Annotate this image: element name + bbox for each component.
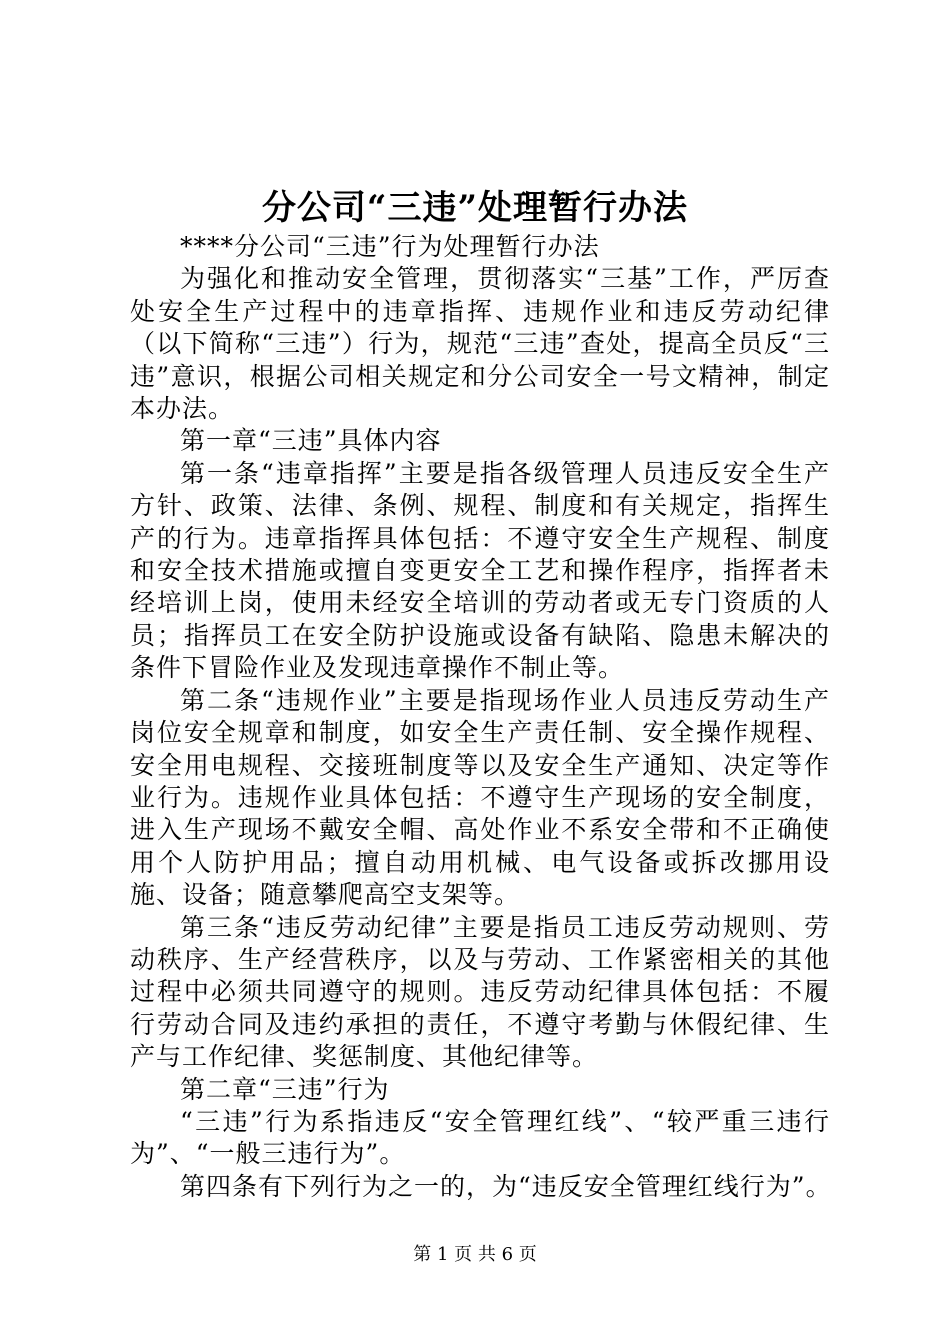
document-title: 分公司“三违”处理暂行办法	[261, 188, 689, 228]
page-number-footer: 第 1 页 共 6 页	[413, 1244, 537, 1265]
article-3-paragraph: 第三条“违反劳动纪律”主要是指员工违反劳动规则、劳动秩序、生产经营秩序，以及与劳动、工作紧密相关的其他过程中必须共同遵守的规则。违反劳动纪律具体包括：不履行劳动合同及违约承担的责任，不遵守考勤与休假纪律、生产与工作纪律、奖惩制度、其他纪律等。	[130, 912, 830, 1072]
article-2-paragraph: 第二条“违规作业”主要是指现场作业人员违反劳动生产岗位安全规章和制度，如安全生产责任制、安全操作规程、安全用电规程、交接班制度等以及安全生产通知、决定等作业行为。违规作业具体包括：不遵守生产现场的安全制度，进入生产现场不戴安全帽、高处作业不系安全带和不正确使用个人防护用品；擅自动用机械、电气设备或拆改挪用设施、设备；随意攀爬高空支架等。	[130, 685, 830, 910]
subtitle-paragraph: ****分公司“三违”行为处理暂行办法	[180, 232, 600, 261]
article-4-paragraph: 第四条有下列行为之一的，为“违反安全管理红线行为”。	[180, 1171, 832, 1201]
intro-paragraph: 为强化和推动安全管理，贯彻落实“三基”工作，严厉查处安全生产过程中的违章指挥、违规作业和违反劳动纪律（以下简称“三违”）行为，规范“三违”查处，提高全员反“三违”意识，根据公司相关规定和分公司安全一号文精神，制定本办法。	[130, 264, 830, 424]
definition-paragraph: “三违”行为系指违反“安全管理红线”、“较严重三违行为”、“一般三违行为”。	[130, 1106, 830, 1169]
chapter-heading-1: 第一章“三违”具体内容	[180, 426, 442, 456]
article-1-paragraph: 第一条“违章指挥”主要是指各级管理人员违反安全生产方针、政策、法律、条例、规程、制度和有关规定，指挥生产的行为。违章指挥具体包括：不遵守安全生产规程、制度和安全技术措施或擅自变更安全工艺和操作程序，指挥者未经培训上岗，使用未经安全培训的劳动者或无专门资质的人员；指挥员工在安全防护设施或设备有缺陷、隐患未解决的条件下冒险作业及发现违章操作不制止等。	[130, 458, 830, 683]
chapter-heading-2: 第二章“三违”行为	[180, 1074, 390, 1104]
document-body	[130, 231, 830, 1203]
